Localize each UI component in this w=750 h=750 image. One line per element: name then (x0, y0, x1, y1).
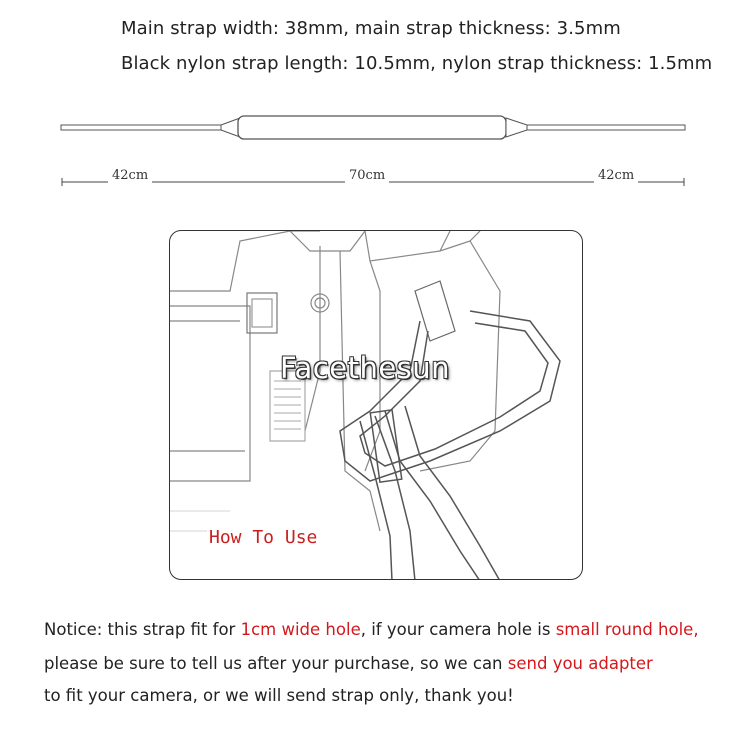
dimension-left: 42cm (108, 168, 152, 183)
spec-line-nylon: Black nylon strap length: 10.5mm, nylon strap thickness: 1.5mm (121, 53, 713, 74)
watermark-text: Facethesun (280, 351, 451, 385)
notice-text: please be sure to tell us after your purchase, so we can (44, 654, 508, 673)
notice-line-1 (44, 620, 699, 639)
notice-highlight-wide-hole: 1cm wide hole (240, 620, 361, 639)
notice-line-2 (44, 654, 653, 673)
notice-line-3: to fit your camera, or we will send strap only, thank you! (44, 686, 514, 705)
notice-highlight-adapter: send you adapter (507, 654, 653, 673)
how-to-use-caption: How To Use (209, 527, 318, 548)
dimension-right: 42cm (594, 168, 638, 183)
dimension-middle: 70cm (345, 168, 389, 183)
notice-highlight-round-hole: small round hole, (555, 620, 699, 639)
how-to-use-illustration (169, 230, 583, 580)
notice-text: Notice: this strap fit for (44, 620, 241, 639)
spec-line-width: Main strap width: 38mm, main strap thickness: 3.5mm (121, 18, 621, 39)
notice-text: , if your camera hole is (360, 620, 556, 639)
